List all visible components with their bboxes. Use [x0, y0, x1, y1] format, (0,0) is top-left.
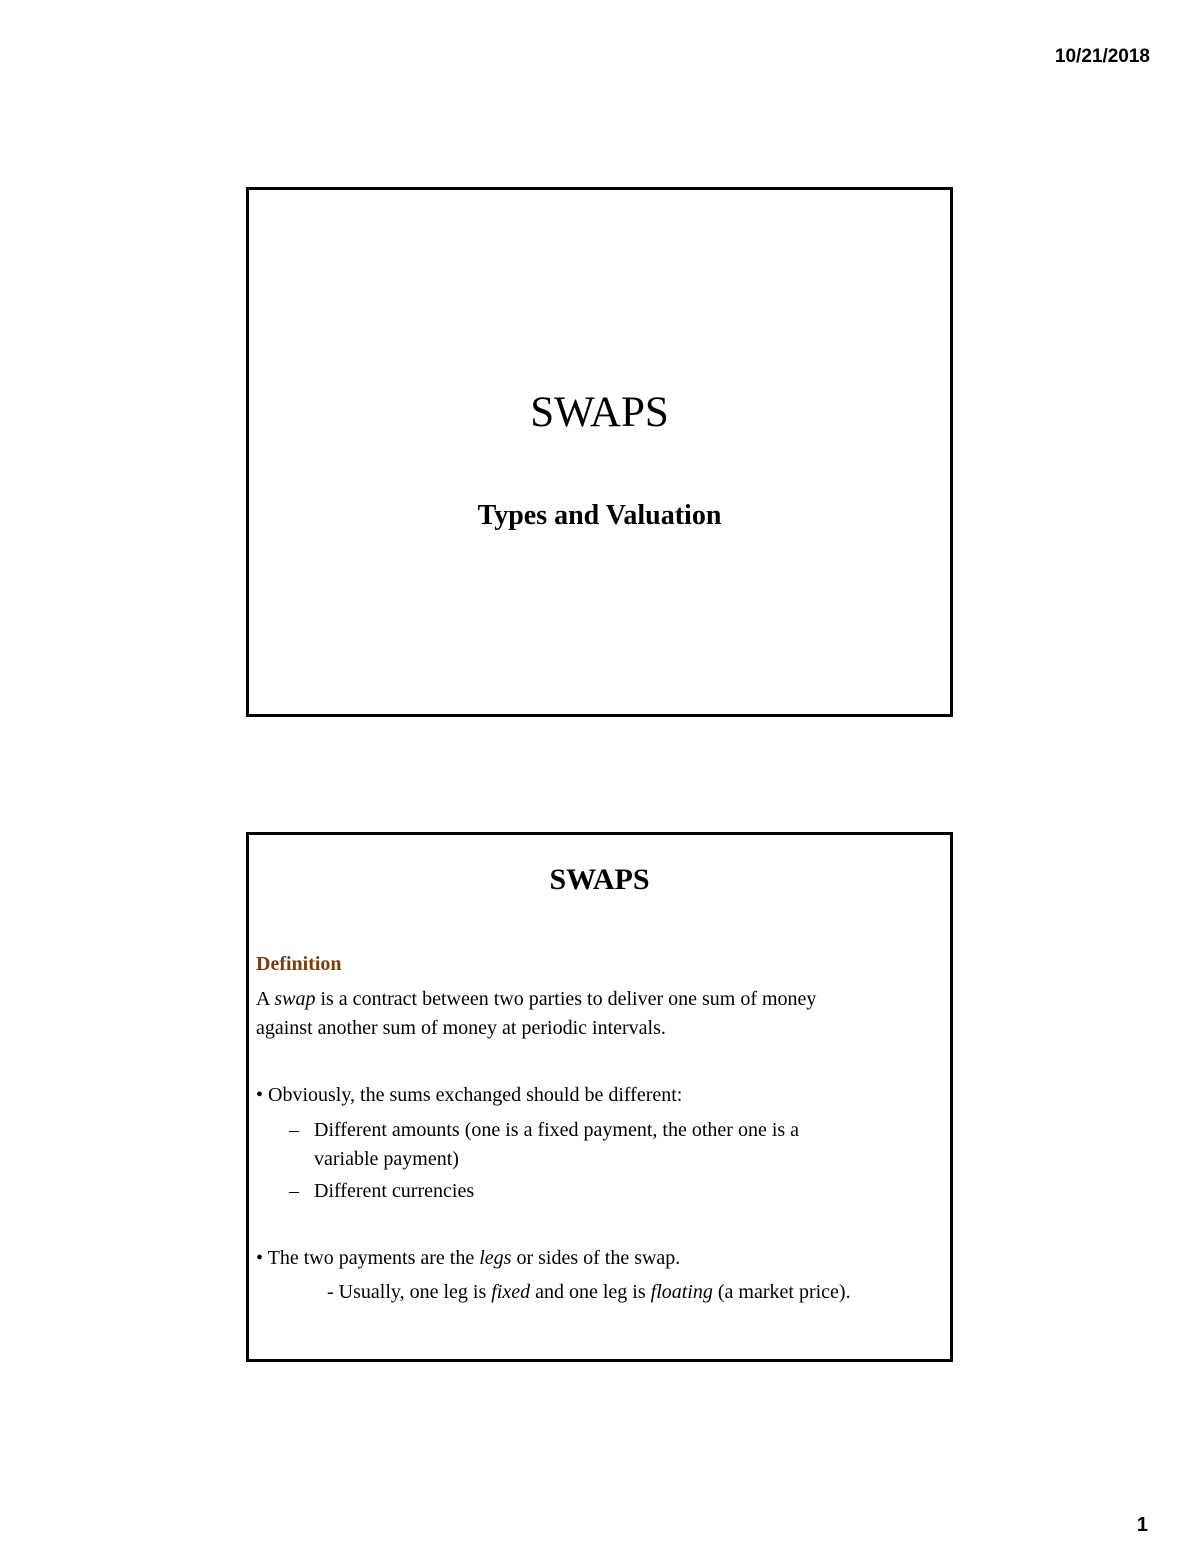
sub-bullet-item: - Usually, one leg is fixed and one leg is floating (a market price).: [327, 1281, 851, 1303]
sub-bullet-continuation: variable payment): [314, 1148, 459, 1170]
page-number: 1: [1136, 1514, 1148, 1536]
sub-bullet-item: – Different amounts (one is a fixed payment, the other one is a: [289, 1116, 940, 1145]
bullet-item: • Obviously, the sums exchanged should be different:: [256, 1084, 683, 1106]
sub-bullet-item: – Different currencies: [289, 1177, 940, 1206]
slide-title: [246, 187, 953, 717]
slide-subtitle: Types and Valuation: [477, 500, 722, 531]
bullet-item: • The two payments are the legs or sides of the swap.: [256, 1247, 681, 1269]
slide-title-heading: SWAPS: [530, 389, 669, 436]
dash-marker: –: [289, 1180, 299, 1202]
slide-definition: [246, 832, 953, 1362]
definition-text-line: A swap is a contract between two parties to deliver one sum of money: [256, 988, 817, 1010]
definition-text-line: against another sum of money at periodic intervals.: [256, 1017, 666, 1039]
slide-heading: SWAPS: [549, 863, 650, 896]
definition-heading: Definition: [256, 953, 342, 975]
dash-marker: –: [289, 1119, 299, 1141]
header-date: 10/21/2018: [1054, 46, 1150, 67]
